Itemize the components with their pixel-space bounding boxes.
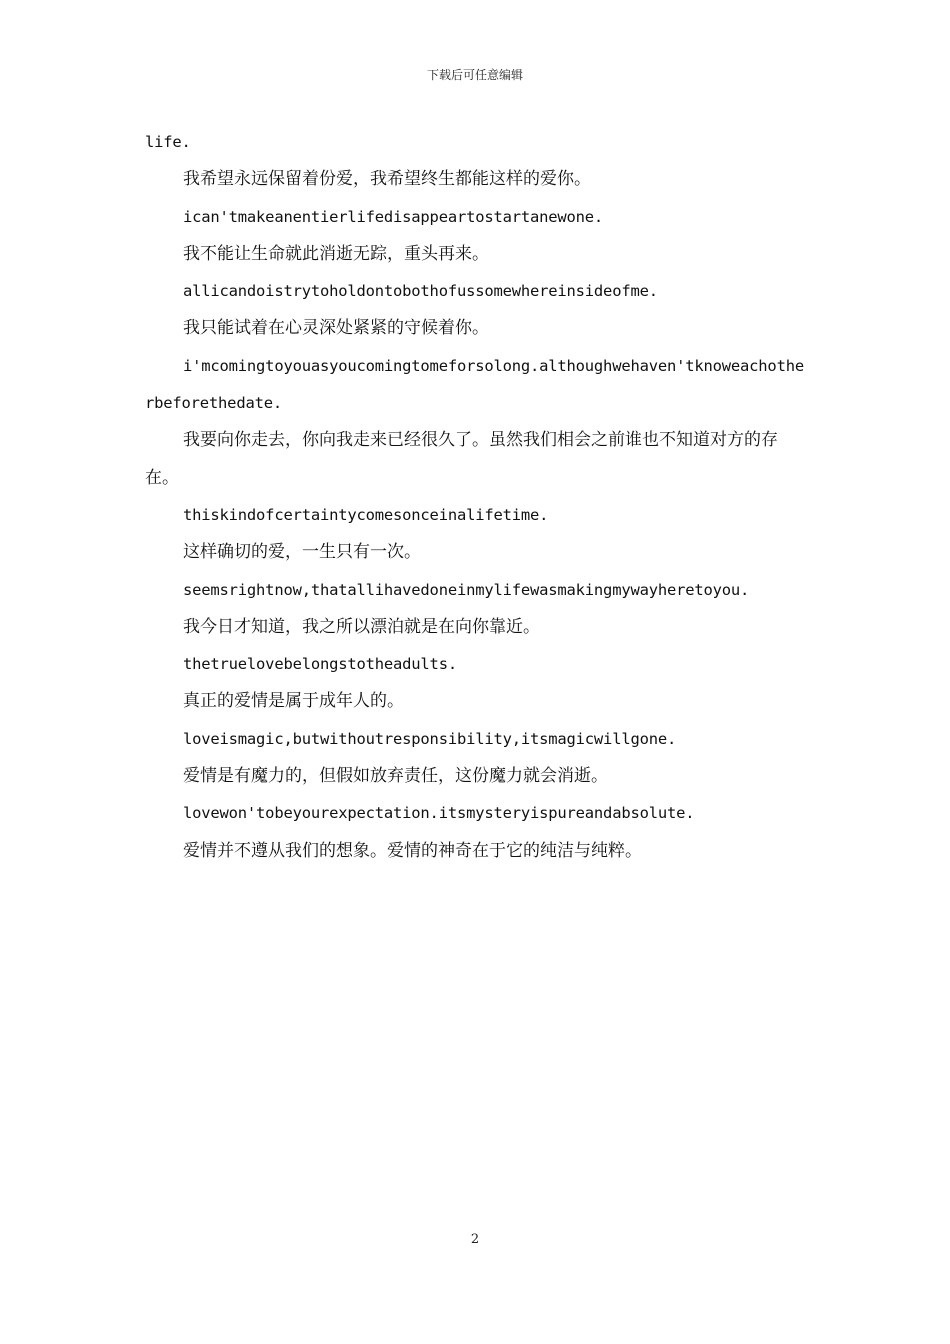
- paragraph: i'mcomingtoyouasyoucomingtomeforsolong.althoughwehaven'tknoweachotherbeforethedate.: [145, 356, 804, 413]
- paragraph: ican'tmakeanentierlifedisappeartostartanewone.: [183, 207, 604, 226]
- paragraph: 我希望永远保留着份爱，我希望终生都能这样的爱你。: [183, 169, 591, 190]
- paragraph: 我今日才知道，我之所以漂泊就是在向你靠近。: [183, 616, 540, 637]
- paragraph: seemsrightnow,thatallihavedoneinmylifewasmakingmywayheretoyou.: [183, 580, 750, 599]
- paragraph: 真正的爱情是属于成年人的。: [183, 691, 404, 712]
- paragraph: 我不能让生命就此消逝无踪，重头再来。: [183, 243, 489, 264]
- paragraph: allicandoistrytoholdontobothofussomewhereinsideofme.: [183, 282, 658, 301]
- page-header: 下载后可任意编辑: [426, 68, 523, 82]
- document-body: [145, 124, 810, 870]
- paragraph: 爱情是有魔力的，但假如放弃责任，这份魔力就会消逝。: [183, 766, 608, 787]
- paragraph: lovewon'tobeyourexpectation.itsmysteryispureandabsolute.: [183, 804, 695, 823]
- paragraph: 我只能试着在心灵深处紧紧的守候着你。: [183, 318, 489, 339]
- paragraph: loveismagic,butwithoutresponsibility,itsmagicwillgone.: [183, 729, 677, 748]
- paragraph: life.: [145, 133, 191, 151]
- paragraph: 我要向你走去，你向我走来已经很久了。虽然我们相会之前谁也不知道对方的存在。: [145, 430, 778, 488]
- paragraph: 这样确切的爱，一生只有一次。: [183, 542, 421, 563]
- paragraph: thetruelovebelongstotheadults.: [183, 655, 457, 674]
- paragraph: thiskindofcertaintycomesonceinalifetime.: [183, 505, 549, 524]
- paragraph: 爱情并不遵从我们的想象。爱情的神奇在于它的纯洁与纯粹。: [183, 840, 642, 861]
- page-number: 2: [470, 1232, 480, 1247]
